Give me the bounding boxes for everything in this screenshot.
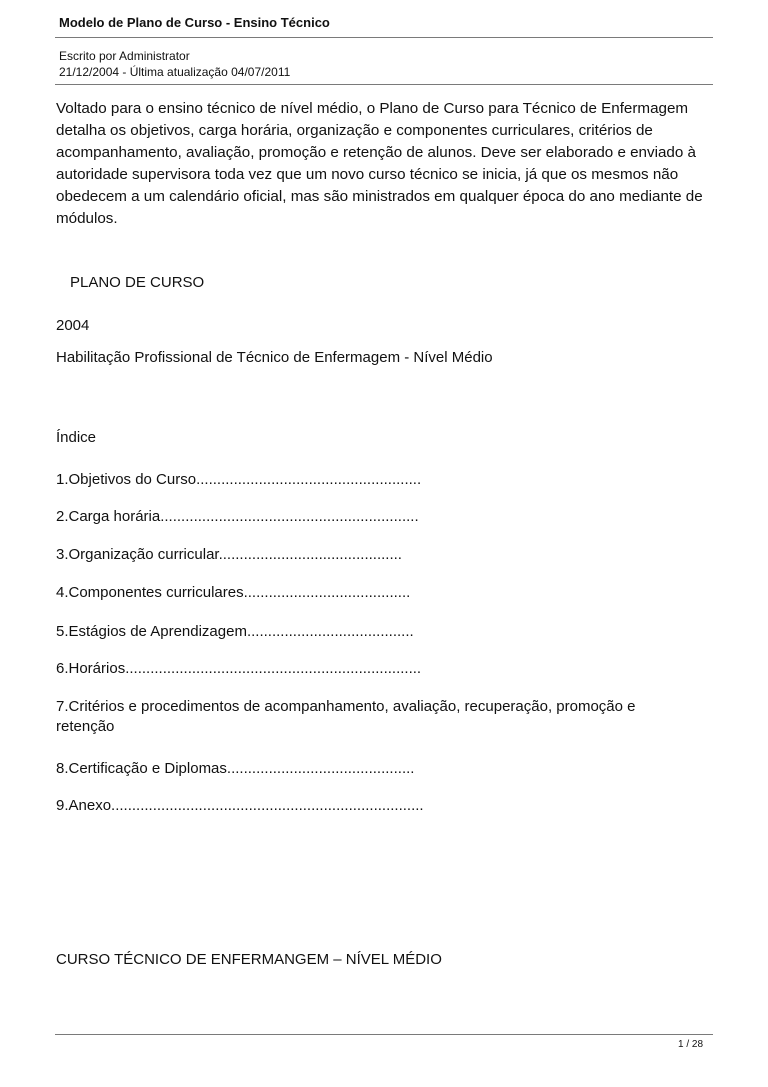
index-item: 6.Horários....................................................................... bbox=[56, 660, 422, 677]
index-item: 8.Certificação e Diplomas............................................. bbox=[56, 760, 415, 777]
index-item: 9.Anexo........................................................................... bbox=[56, 797, 424, 814]
index-item: 4.Componentes curriculares........................................ bbox=[56, 584, 411, 601]
date-line: 21/12/2004 - Última atualização 04/07/2011 bbox=[59, 65, 291, 79]
footer-rule bbox=[55, 1034, 713, 1035]
index-item: 2.Carga horária.............................................................. bbox=[56, 508, 419, 525]
index-item: 3.Organização curricular............................................ bbox=[56, 546, 402, 563]
index-item: 7.Critérios e procedimentos de acompanhamento, avaliação, recuperação, promoção e retenção bbox=[56, 698, 636, 735]
header-bottom-rule bbox=[55, 84, 713, 85]
page-number: 1 / 28 bbox=[678, 1039, 704, 1050]
course-heading: CURSO TÉCNICO DE ENFERMANGEM – NÍVEL MÉDIO bbox=[56, 951, 442, 968]
author-line: Escrito por Administrator bbox=[59, 49, 190, 63]
intro-paragraph: Voltado para o ensino técnico de nível médio, o Plano de Curso para Técnico de Enfermagem detalha os objetivos, carga horária, organização e componentes curriculares, critérios de acompanhamento, avaliação, promoção e retenção de alunos. Deve ser elaborado e enviado à autoridade supervisora toda vez que um novo curso técnico se inicia, já que os mesmos não obedecem a um calendário oficial, mas são ministrados em qualquer época do ano mediante de módulos. bbox=[56, 100, 703, 227]
plan-heading: PLANO DE CURSO bbox=[70, 274, 205, 291]
index-heading: Índice bbox=[56, 429, 97, 446]
index-item: 1.Objetivos do Curso...................................................... bbox=[56, 471, 422, 488]
header-top-rule bbox=[55, 37, 713, 38]
document-title: Modelo de Plano de Curso - Ensino Técnico bbox=[59, 15, 330, 30]
plan-year: 2004 bbox=[56, 317, 90, 334]
habilitation-line: Habilitação Profissional de Técnico de Enfermagem - Nível Médio bbox=[56, 349, 493, 366]
index-item: 5.Estágios de Aprendizagem........................................ bbox=[56, 623, 414, 640]
